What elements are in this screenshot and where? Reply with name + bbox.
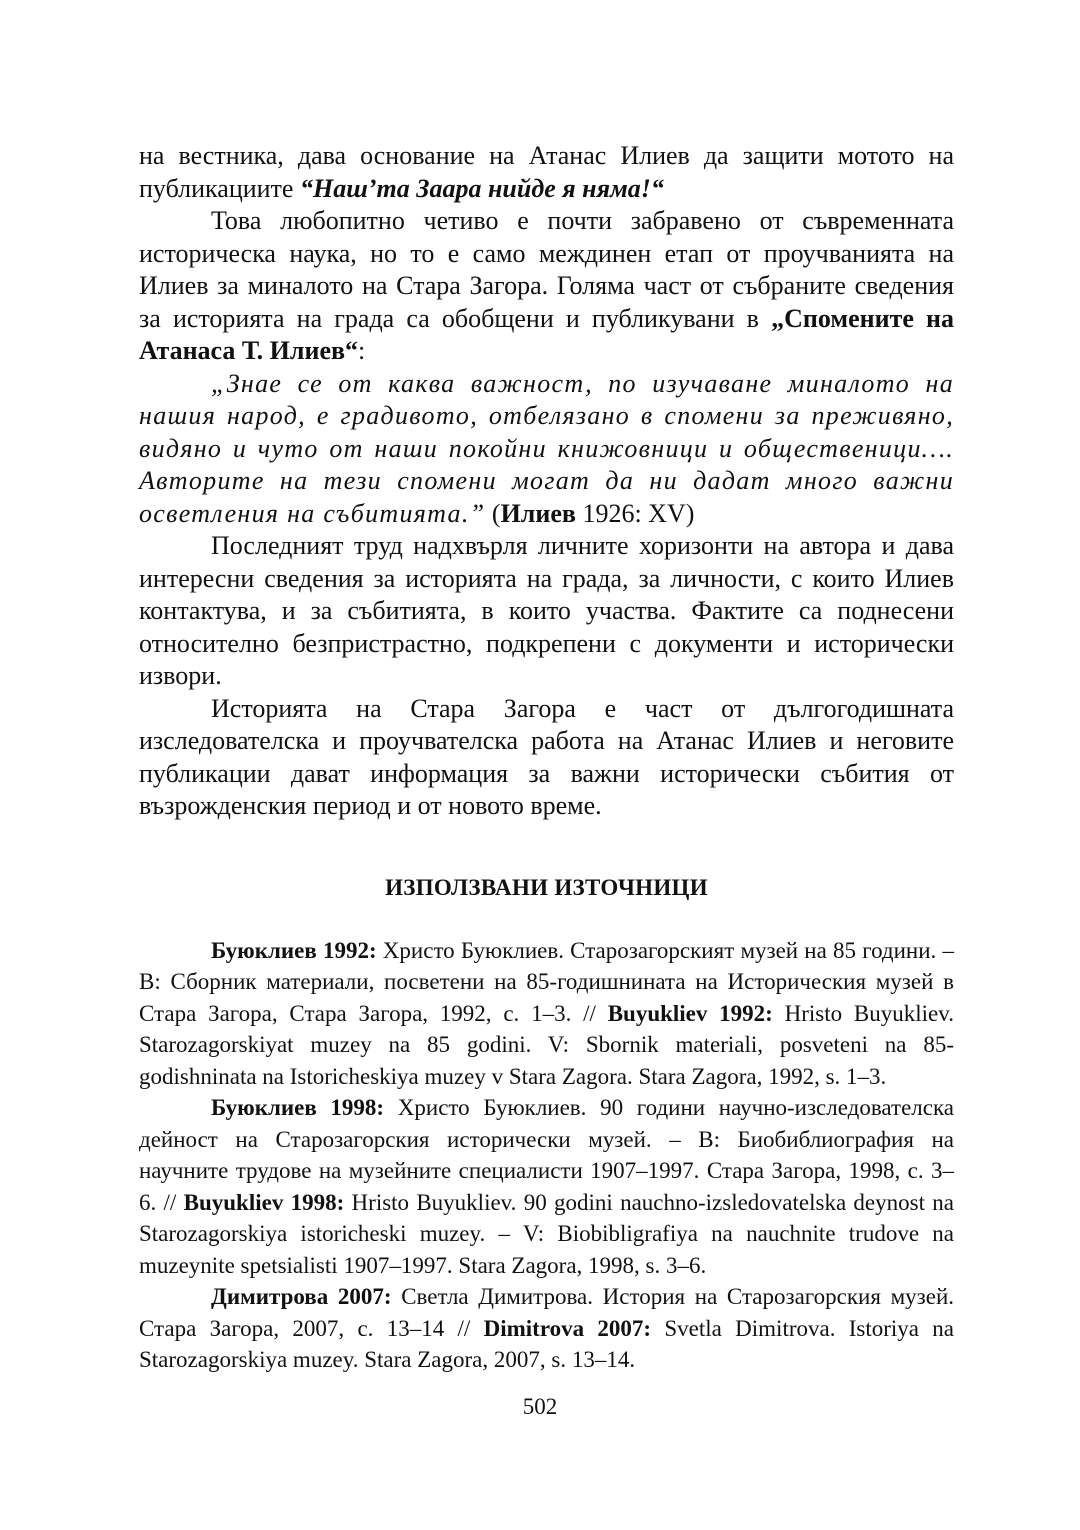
motto-quote: “Наш’та Заара нийде я няма!“ <box>299 173 664 203</box>
body-paragraph-4: Историята на Стара Загора е част от дългогодишната изследователска и проучвателска работа на Атанас Илиев и неговите публикации дават информация за важни исторически събития от възрожденския период и от новото време. <box>139 693 954 820</box>
quote-text: „Знае се от каква важност, по изучаване миналото на нашия народ, е градивото, отбелязано в спомени за преживяно, видяно и чуто от наши покойни книжовници и общественици…. Авторите на тези спомени могат да ни дадат много важни осветления на събитията.” <box>139 368 954 528</box>
source-key: Димитрова 2007: <box>211 1284 392 1309</box>
source-entry <box>139 1092 954 1281</box>
source-key-latin: Dimitrova 2007: <box>483 1315 652 1341</box>
source-text-latin: Svetla Dimitrova. Istoriya na Starozagorskiya muzey. Stara Zagora, 2007, s. 13–14. <box>139 1315 955 1372</box>
source-entry <box>139 1281 954 1376</box>
body-paragraph-3: Последният труд надхвърля личните хоризонти на автора и дава интересни сведения за историята на града, за личности, с които Илиев контактува, и за събитията, в които участва. Фактите са поднесени относително безпристрастно, подкрепени с документи и исторически извори. <box>139 531 954 690</box>
citation-author: Илиев <box>500 498 576 528</box>
page-content <box>139 140 954 1376</box>
source-text-latin: Hristo Buyukliev. 90 godini nauchno-izsledovatelska deynost na Starozagorskiya istoricheski muzey. – V: Biobibligrafiya na nauchnite trudove na muzeynite spetsialisti 1907–1997. Stara Zagora, 1998, s. 3–6. <box>139 1189 954 1278</box>
source-key-latin: Buyukliev 1998: <box>183 1189 345 1215</box>
source-text-latin: Hristo Buyukliev. Starozagorskiyat muzey na 85 godini. V: Sbornik materiali, posveteni na 85-godishninata na Istoricheskiya muzey v Stara Zagora. Stara Zagora, 1992, s. 1–3. <box>139 1000 954 1089</box>
source-key-latin: Buyukliev 1992: <box>607 1000 773 1026</box>
body-paragraph-2 <box>139 205 954 368</box>
sources-heading: ИЗПОЛЗВАНИ ИЗТОЧНИЦИ <box>385 874 708 900</box>
block-quote <box>139 368 954 531</box>
source-key: Буюклиев 1998: <box>211 1095 385 1120</box>
paragraph-text: Това любопитно четиво е почти забравено от съвременната историческа наука, но то е само междинен етап от проучванията на Илиев за миналото на Стара Загора. Голяма част от събраните сведения за историята на града са обобщени и публикувани в <box>139 206 954 333</box>
source-text: Христо Буюклиев. Старозагорският музей на 85 години. – В: Сборник материали, посветени на 85-годишнината на Историческия музей в Стара Загора, Стара Загора, 1992, с. 1–3. // <box>139 937 954 1026</box>
source-entry <box>139 935 954 1093</box>
memoir-title: „Спомените на Атанаса Т. Илиев“ <box>139 303 955 365</box>
paragraph-text: на вестника, дава основание на Атанас Илиев да защити мотото на публикациите <box>139 141 954 203</box>
source-key: Буюклиев 1992: <box>211 937 377 963</box>
citation-open: ( <box>485 498 501 528</box>
paragraph-text: : <box>358 336 366 365</box>
body-paragraph-1 <box>139 140 954 205</box>
citation-rest: 1926: XV) <box>575 498 695 528</box>
sources-list <box>139 935 954 1376</box>
source-text: Христо Буюклиев. 90 години научно-изследователска дейност на Старозагорския исторически музей. – В: Биобиблиография на научните трудове на музейните специалисти 1907–1997. Стара Загора, 1998, с. 3–6. // <box>139 1095 954 1215</box>
source-text: Светла Димитрова. История на Старозагорския музей. Стара Загора, 2007, с. 13–14 // <box>139 1284 954 1341</box>
page-number: 502 <box>522 1394 558 1419</box>
